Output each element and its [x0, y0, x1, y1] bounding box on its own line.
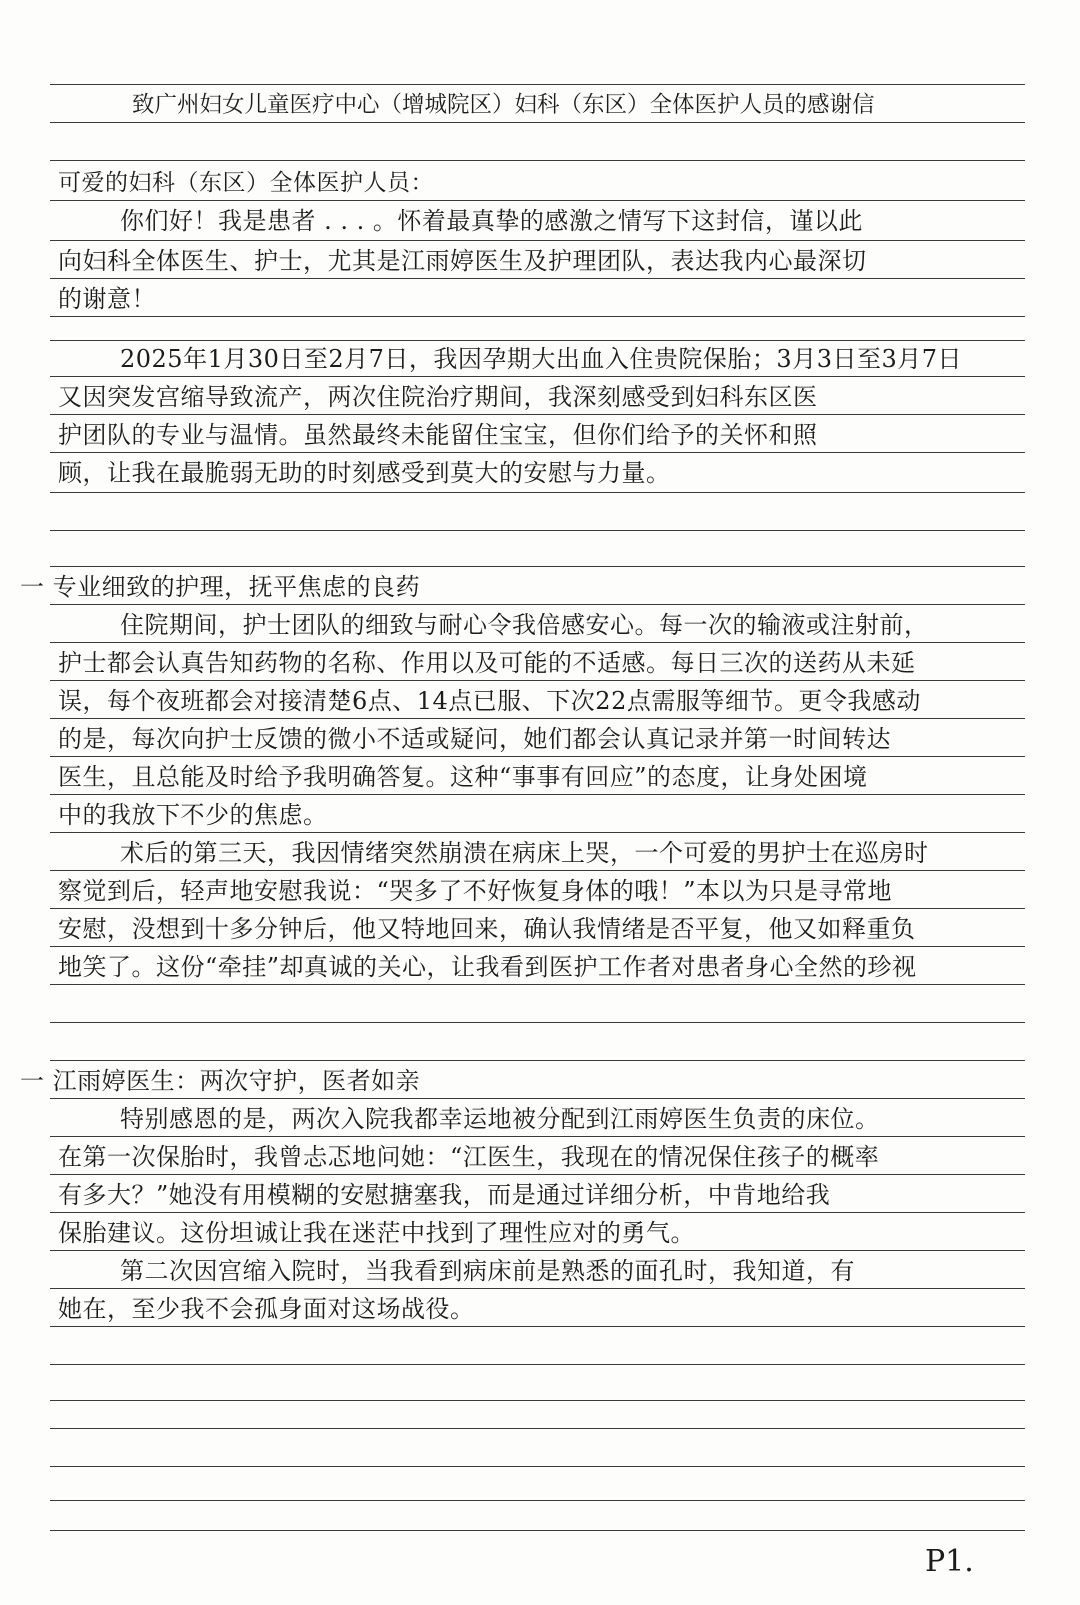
ruled-line — [50, 240, 1025, 241]
ruled-line — [50, 604, 1025, 605]
paragraph-line: 在第一次保胎时，我曾忐忑地问她：“江医生，我现在的情况保住孩子的概率 — [58, 1143, 880, 1171]
ruled-line — [50, 832, 1025, 833]
paragraph-line: 顾，让我在最脆弱无助的时刻感受到莫大的安慰与力量。 — [58, 459, 671, 487]
paragraph-line: 住院期间，护士团队的细致与耐心令我倍感安心。每一次的输液或注射前， — [120, 611, 929, 639]
ruled-line — [50, 1098, 1025, 1099]
paragraph-line: 她在，至少我不会孤身面对这场战役。 — [58, 1295, 475, 1323]
paragraph-line: 地笑了。这份“牵挂”却真诚的关心，让我看到医护工作者对患者身心全然的珍视 — [58, 953, 917, 981]
ruled-line — [50, 680, 1025, 681]
intro-line: 的谢意！ — [58, 285, 156, 313]
ruled-line — [50, 794, 1025, 795]
letter-title: 致广州妇女儿童医疗中心（增城院区）妇科（东区）全体医护人员的感谢信 — [132, 92, 875, 118]
page-number: P1. — [925, 1544, 974, 1579]
paragraph-line: 2025年1月30日至2月7日，我因孕期大出血入住贵院保胎；3月3日至3月7日 — [120, 345, 963, 373]
ruled-line — [50, 452, 1025, 453]
ruled-line — [50, 946, 1025, 947]
ruled-line — [50, 1400, 1025, 1401]
paragraph-line: 医生，且总能及时给予我明确答复。这种“事事有回应”的态度，让身处困境 — [58, 763, 868, 791]
ruled-line — [50, 756, 1025, 757]
ruled-line — [50, 316, 1025, 317]
ruled-line — [50, 340, 1025, 341]
ruled-line — [50, 414, 1025, 415]
paragraph-line: 又因突发宫缩导致流产，两次住院治疗期间，我深刻感受到妇科东区医 — [58, 383, 818, 411]
ruled-line — [50, 642, 1025, 643]
paragraph-line: 保胎建议。这份坦诚让我在迷茫中找到了理性应对的勇气。 — [58, 1219, 695, 1247]
ruled-line — [50, 1212, 1025, 1213]
ruled-line — [50, 984, 1025, 985]
ruled-line — [50, 1364, 1025, 1365]
section-heading: 一 江雨婷医生：两次守护，医者如亲 — [20, 1067, 421, 1095]
ruled-line — [50, 492, 1025, 493]
paragraph-line: 有多大？”她没有用模糊的安慰搪塞我，而是通过详细分析，中肯地给我 — [58, 1181, 831, 1209]
ruled-line — [50, 1326, 1025, 1327]
ruled-line — [50, 200, 1025, 201]
ruled-line — [50, 160, 1025, 161]
intro-line: 你们好！我是患者 . . . 。怀着最真挚的感激之情写下这封信，谨以此 — [120, 207, 863, 235]
ruled-line — [50, 278, 1025, 279]
paragraph-line: 的是，每次向护士反馈的微小不适或疑问，她们都会认真记录并第一时间转达 — [58, 725, 891, 753]
section-heading: 一 专业细致的护理，抚平焦虑的良药 — [20, 573, 421, 601]
ruled-line — [50, 122, 1025, 123]
paragraph-line: 特别感恩的是，两次入院我都幸运地被分配到江雨婷医生负责的床位。 — [120, 1105, 880, 1133]
ruled-line — [50, 718, 1025, 719]
ruled-line — [50, 566, 1025, 567]
paragraph-line: 术后的第三天，我因情绪突然崩溃在病床上哭，一个可爱的男护士在巡房时 — [120, 839, 929, 867]
ruled-line — [50, 530, 1025, 531]
ruled-line — [50, 870, 1025, 871]
ruled-line — [50, 1466, 1025, 1467]
intro-line: 向妇科全体医生、护士，尤其是江雨婷医生及护理团队，表达我内心最深切 — [58, 247, 867, 275]
paragraph-line: 察觉到后，轻声地安慰我说：“哭多了不好恢复身体的哦！”本以为只是寻常地 — [58, 877, 893, 905]
ruled-line — [50, 1060, 1025, 1061]
ruled-line — [50, 1174, 1025, 1175]
paragraph-line: 护士都会认真告知药物的名称、作用以及可能的不适感。每日三次的送药从未延 — [58, 649, 916, 677]
ruled-line — [50, 908, 1025, 909]
paragraph-line: 第二次因宫缩入院时，当我看到病床前是熟悉的面孔时，我知道，有 — [120, 1257, 855, 1285]
salutation: 可爱的妇科（东区）全体医护人员： — [58, 170, 434, 196]
ruled-line — [50, 84, 1025, 85]
ruled-line — [50, 1288, 1025, 1289]
ruled-line — [50, 1500, 1025, 1501]
paragraph-line: 护团队的专业与温情。虽然最终未能留住宝宝，但你们给予的关怀和照 — [58, 421, 818, 449]
paragraph-line: 误，每个夜班都会对接清楚6点、14点已服、下次22点需服等细节。更令我感动 — [58, 687, 921, 715]
ruled-line — [50, 1428, 1025, 1429]
ruled-line — [50, 376, 1025, 377]
ruled-line — [50, 1022, 1025, 1023]
paragraph-line: 安慰，没想到十多分钟后，他又特地回来，确认我情绪是否平复，他又如释重负 — [58, 915, 916, 943]
ruled-line — [50, 1250, 1025, 1251]
ruled-line — [50, 1136, 1025, 1137]
paragraph-line: 中的我放下不少的焦虑。 — [58, 801, 328, 829]
ruled-line — [50, 1530, 1025, 1531]
